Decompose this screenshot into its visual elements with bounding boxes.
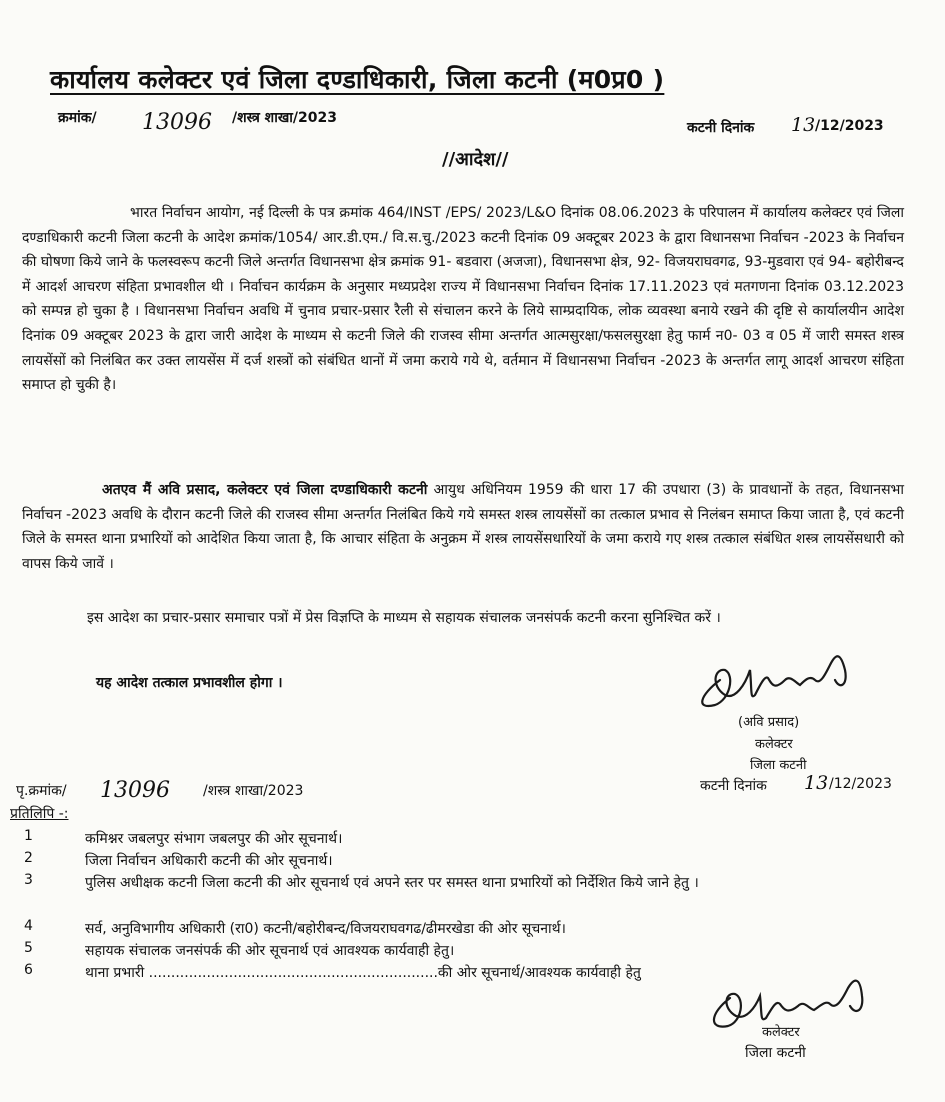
order-paragraph-2-bold: अतएव मैं अवि प्रसाद, कलेक्टर एवं जिला दण्डाधिकारी कटनी xyxy=(102,482,428,498)
copy-number: 3 xyxy=(24,872,33,888)
collector-signature-1 xyxy=(690,640,870,720)
collector-designation-2: कलेक्टर xyxy=(762,1025,800,1040)
kramank-number: 13096 xyxy=(142,110,212,135)
copy-number: 4 xyxy=(24,918,33,934)
copy-text: पुलिस अधीक्षक कटनी जिला कटनी की ओर सूचनार्थ एवं अपने स्तर पर समस्त थाना प्रभारियों को निर्देशित किये जाने हेतु । xyxy=(85,875,699,891)
collector-name: (अवि प्रसाद) xyxy=(738,715,800,730)
kramank-label: क्रमांक/ xyxy=(58,110,97,126)
collector-designation: कलेक्टर xyxy=(755,737,793,752)
copy-text: थाना प्रभारी .................................................................की ओर सूचनार्थ/आवश्यक कार्यवाही हेतु xyxy=(85,965,641,981)
order-heading: //आदेश// xyxy=(442,149,509,170)
endorsement-date-rest: /12/2023 xyxy=(829,776,892,792)
endorsement-date-label: कटनी दिनांक xyxy=(700,778,767,794)
copy-text: सर्व, अनुविभागीय अधिकारी (रा0) कटनी/बहोरीबन्द/विजयराघवगढ/ढीमरखेडा की ओर सूचनार्थ। xyxy=(85,921,566,937)
office-title: कार्यालय कलेक्टर एवं जिला दण्डाधिकारी, जिला कटनी (म0प्र0 ) xyxy=(50,65,665,94)
collector-office: जिला कटनी xyxy=(750,758,807,773)
effective-statement: यह आदेश तत्काल प्रभावशील होगा । xyxy=(96,675,283,691)
copy-heading: प्रतिलिपि -: xyxy=(10,806,69,822)
order-paragraph-2-text: आयुध अधिनियम 1959 की धारा 17 की उपधारा (3) के प्रावधानों के तहत, विधानसभा निर्वाचन -2023 अवधि के दौरान कटनी जिले की राजस्व सीमा अन्तर्गत निलंबित किये गये समस्त शस्त्र लायसेंसों का तत्काल प्रभाव से निलंबन समाप्त किया जाता है, एवं कटनी जिले के समस्त थाना प्रभारियों को आदेशित किया जाता है, कि आचार संहिता के अनुक्रम में शस्त्र लायसेंसधारियों के जमा कराये गए शस्त्र तत्काल संबंधित शस्त्र लायसेंसधारी को वापस किये जावें । xyxy=(22,482,905,572)
copy-text: कमिश्नर जबलपुर संभाग जबलपुर की ओर सूचनार्थ। xyxy=(85,831,343,847)
copy-number: 6 xyxy=(24,962,33,978)
collector-office-2: जिला कटनी xyxy=(745,1045,806,1061)
endorsement-date-day: 13 xyxy=(804,772,829,794)
date-label: कटनी दिनांक xyxy=(687,120,755,136)
copy-number: 1 xyxy=(24,828,33,844)
kramank-suffix: /शस्त्र शाखा/2023 xyxy=(232,110,337,126)
copy-text: जिला निर्वाचन अधिकारी कटनी की ओर सूचनार्थ। xyxy=(85,853,333,869)
date-day: 13 xyxy=(791,114,816,136)
order-paragraph-3: इस आदेश का प्रचार-प्रसार समाचार पत्रों में प्रेस विज्ञप्ति के माध्यम से सहायक संचालक जनसंपर्क कटनी करना सुनिश्चित करें । xyxy=(87,610,721,626)
endorsement-kramank-suffix: /शस्त्र शाखा/2023 xyxy=(203,783,304,799)
endorsement-kramank-label: पृ.क्रमांक/ xyxy=(16,783,67,799)
copy-text: सहायक संचालक जनसंपर्क की ओर सूचनार्थ एवं आवश्यक कार्यवाही हेतु। xyxy=(85,943,455,959)
copy-number: 2 xyxy=(24,850,33,866)
order-paragraph-1: भारत निर्वाचन आयोग, नई दिल्ली के पत्र क्रमांक 464/INST /EPS/ 2023/L&O दिनांक 08.06.2023 के परिपालन में कार्यालय कलेक्टर एवं जिला दण्डाधिकारी कटनी जिला कटनी के आदेश क्रमांक/1054/ आर.डी.एम./ वि.स.चु./2023 कटनी दिनांक 09 अक्टूबर 2023 के द्वारा विधानसभा निर्वाचन -2023 के निर्वाचन की घोषणा किये जाने के फलस्वरूप कटनी जिले अन्तर्गत विधानसभा क्षेत्र क्रमांक 91- बडवारा (अजजा), विधानसभा क्षेत्र, 92- विजयराघवगढ, 93-मुडवारा एवं 94- बहोरीबन्द में आदर्श आचरण संहिता प्रभावशील थी । निर्वाचन कार्यक्रम के अनुसार मध्यप्रदेश राज्य में विधानसभा निर्वाचन दिनांक 17.11.2023 एवं मतगणना दिनांक 03.12.2023 को सम्पन्न हो चुका है । विधानसभा निर्वाचन अवधि में चुनाव प्रचार-प्रसार रैली से संचालन करने के लिये साम्प्रदायिक, लोक व्यवस्था बनाये रखने की दृष्टि से कार्यालयीन आदेश दिनांक 09 अक्टूबर 2023 के द्वारा जारी आदेश के माध्यम से कटनी जिले की राजस्व सीमा अन्तर्गत आत्मसुरक्षा/फसलसुरक्षा हेतु फार्म न0- 03 व 05 में जारी समस्त शस्त्र लायसेंसों को निलंबित कर उक्त लायसेंस में दर्ज शस्त्रों को संबंधित थानों में जमा कराये गये थे, वर्तमान में विधानसभा निर्वाचन -2023 के अन्तर्गत लागू आदर्श आचरण संहिता समाप्त हो चुकी है। xyxy=(22,205,904,394)
copy-number: 5 xyxy=(24,940,33,956)
order-paragraph-2 xyxy=(22,478,904,576)
date-rest: /12/2023 xyxy=(815,118,884,134)
endorsement-kramank-number: 13096 xyxy=(100,778,170,803)
